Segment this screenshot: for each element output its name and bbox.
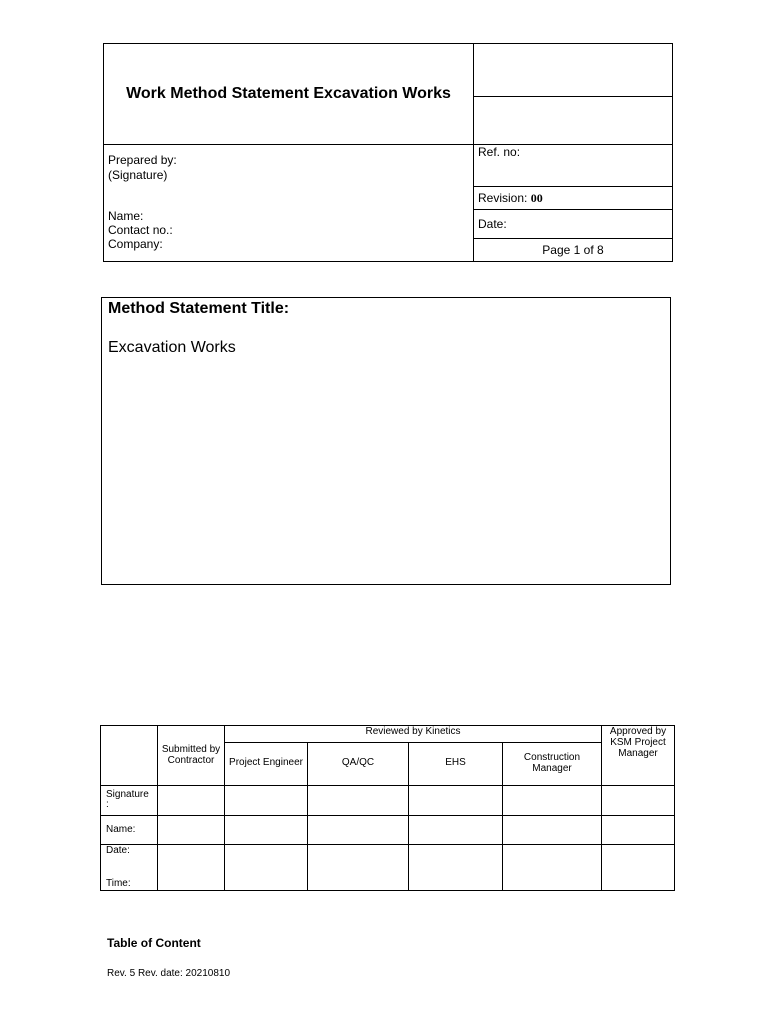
column-qa-qc: QA/QC: [341, 757, 375, 768]
approved-by-header: Approved by KSM Project Manager: [609, 726, 667, 759]
signature-label: (Signature): [108, 168, 168, 182]
row-label-name: Name:: [106, 824, 136, 835]
column-construction-manager: Construction Manager: [523, 752, 581, 774]
date-label: Date:: [478, 217, 507, 231]
table-divider: [101, 785, 674, 786]
header-divider: [473, 44, 474, 261]
row-label-date: Date:: [106, 845, 130, 856]
row-label-time: Time:: [106, 878, 131, 889]
ref-no-label: Ref. no:: [478, 145, 521, 159]
method-statement-value: Excavation Works: [108, 339, 236, 356]
table-divider: [224, 726, 225, 890]
name-label: Name:: [108, 209, 144, 223]
method-statement-box: [101, 297, 671, 585]
table-of-content-heading: Table of Content: [107, 936, 201, 950]
row-label-signature-colon: :: [106, 799, 109, 810]
reviewed-by-header: Reviewed by Kinetics: [365, 726, 461, 737]
header-divider: [473, 209, 672, 210]
revision-label: Revision:: [478, 191, 528, 205]
document-header: [103, 43, 673, 262]
revision-field: [478, 191, 543, 205]
page-number: Page 1 of 8: [542, 243, 604, 257]
table-divider: [101, 815, 674, 816]
header-divider: [473, 186, 672, 187]
header-divider: [473, 238, 672, 239]
method-statement-label: Method Statement Title:: [108, 300, 290, 317]
header-divider: [104, 144, 672, 145]
submitted-by-header: Submitted by Contractor: [161, 744, 221, 766]
row-label-signature: Signature: [106, 789, 149, 800]
approval-table: [100, 725, 675, 891]
prepared-by-label: Prepared by:: [108, 153, 177, 167]
header-divider: [473, 96, 672, 97]
revision-footer: Rev. 5 Rev. date: 20210810: [107, 968, 231, 979]
revision-value: 00: [530, 191, 543, 205]
table-divider: [101, 844, 674, 845]
contact-no-label: Contact no.:: [108, 223, 173, 237]
column-project-engineer: Project Engineer: [229, 757, 303, 768]
company-label: Company:: [108, 237, 163, 251]
document-title: Work Method Statement Excavation Works: [126, 85, 451, 102]
column-ehs: EHS: [445, 757, 466, 768]
table-divider: [224, 742, 601, 743]
